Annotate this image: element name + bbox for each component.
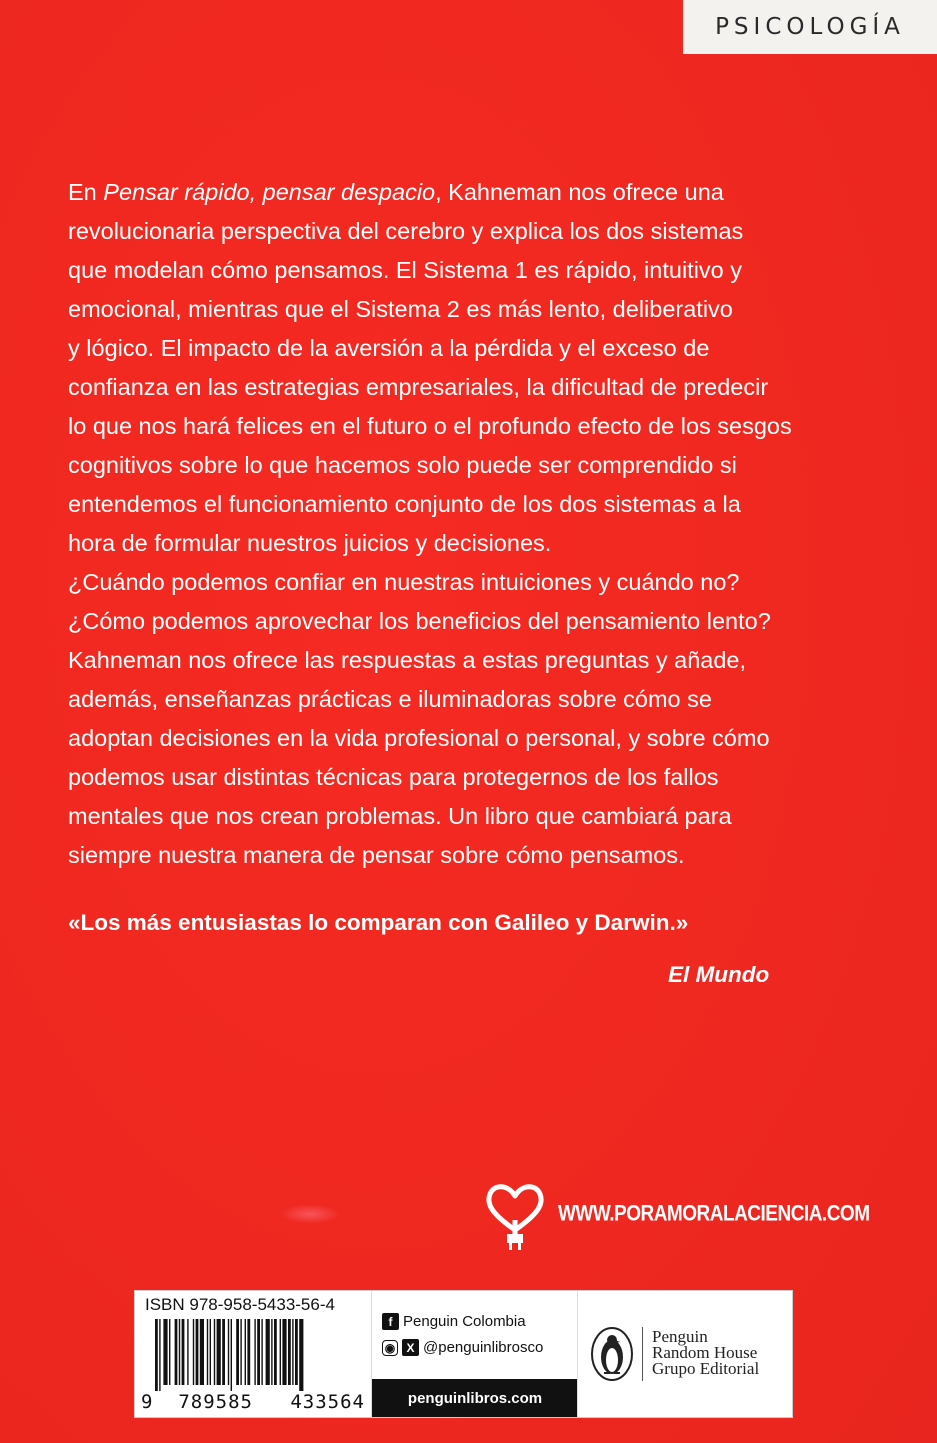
blurb-line: entendemos el funcionamiento conjunto de los dos sistemas a la: [68, 491, 741, 517]
facebook-label: Penguin Colombia: [403, 1313, 526, 1330]
publisher-block: [577, 1291, 793, 1417]
blurb-line: En Pensar rápido, pensar despacio, Kahneman nos ofrece una: [68, 179, 724, 205]
barcode-bar: [179, 1319, 180, 1385]
barcode-bar: [200, 1319, 204, 1385]
blurb-line: y lógico. El impacto de la aversión a la pérdida y el exceso de: [68, 335, 710, 361]
barcode-bar: [210, 1319, 211, 1385]
barcode-bar: [236, 1319, 239, 1385]
barcode-bar: [214, 1319, 215, 1385]
barcode-bar: [261, 1319, 262, 1385]
barcode-bar: [182, 1319, 185, 1385]
barcode-bar: [295, 1319, 298, 1385]
blurb-line: ¿Cómo podemos aprovechar los beneficios del pensamiento lento?: [68, 608, 771, 634]
barcode-bar: [257, 1319, 260, 1385]
barcode-bar: [266, 1319, 270, 1385]
barcode-bar: [155, 1319, 158, 1391]
barcode-bar: [254, 1319, 255, 1385]
instagram-icon: ◉: [382, 1340, 398, 1356]
barcode-bar: [245, 1319, 246, 1385]
isbn-block: [135, 1291, 371, 1417]
barcode-bar: [163, 1319, 167, 1385]
barcode-bar: [207, 1319, 208, 1385]
barcode-bar: [228, 1319, 229, 1385]
barcode-bar: [175, 1319, 178, 1385]
blurb-line: hora de formular nuestros juicios y decisiones.: [68, 530, 552, 556]
category-label: PSICOLOGÍA: [715, 14, 905, 40]
category-tab: [683, 0, 937, 54]
facebook-icon: f: [382, 1313, 399, 1330]
barcode-bar: [288, 1319, 291, 1385]
barcode-panel: [134, 1290, 793, 1418]
blurb-line: confianza en las estrategias empresariales, la dificultad de predecir: [68, 374, 769, 400]
barcode-bar: [240, 1319, 241, 1385]
barcode-bar: [217, 1319, 221, 1385]
blurb-line: mentales que nos crean problemas. Un libro que cambiará para: [68, 803, 732, 829]
press-quote: «Los más entusiastas lo comparan con Galileo y Darwin.»: [68, 910, 689, 935]
social-block: [371, 1291, 578, 1417]
barcode-bar: [271, 1319, 272, 1385]
isbn-number: ISBN 978-958-5433-56-4: [145, 1295, 335, 1314]
blurb-line: adoptan decisiones en la vida profesional o personal, y sobre cómo: [68, 725, 770, 751]
blurb-line: ¿Cuándo podemos confiar en nuestras intuiciones y cuándo no?: [68, 569, 740, 595]
barcode-bar: [196, 1319, 199, 1385]
print-smudge: [280, 1204, 340, 1224]
barcode-bar: [231, 1319, 232, 1391]
barcode-bar: [292, 1319, 293, 1385]
barcode-bar: [282, 1319, 286, 1385]
publisher-divider: [642, 1327, 643, 1381]
facebook-row[interactable]: [382, 1313, 526, 1330]
blurb-text: [68, 173, 878, 875]
heart-plug-logo-icon: [482, 1180, 548, 1252]
penguin-logo-icon: [590, 1327, 634, 1381]
barcode-bar: [169, 1319, 170, 1385]
blurb-line: revolucionaria perspectiva del cerebro y explica los dos sistemas: [68, 218, 744, 244]
quote-source: El Mundo: [668, 962, 770, 987]
barcode-bar: [187, 1319, 188, 1385]
barcode-bar: [193, 1319, 194, 1385]
barcode-bar: [299, 1319, 303, 1391]
barcode-bar: [280, 1319, 281, 1385]
x-icon: X: [402, 1339, 419, 1356]
blurb-line: Kahneman nos ofrece las respuestas a estas preguntas y añade,: [68, 647, 747, 673]
barcode-bar: [274, 1319, 277, 1385]
blurb-line: siempre nuestra manera de pensar sobre cómo pensamos.: [68, 842, 685, 868]
publisher-website[interactable]: penguinlibros.com: [372, 1379, 578, 1417]
social-handle: @penguinlibrosco: [423, 1339, 544, 1356]
barcode-digits: 9 789585 433564: [141, 1391, 365, 1413]
blurb-line: emocional, mientras que el Sistema 2 es más lento, deliberativo: [68, 296, 733, 322]
blurb-line: cognitivos sobre lo que hacemos solo puede ser comprendido si: [68, 452, 737, 478]
barcode-bar: [222, 1319, 225, 1385]
blurb-line: podemos usar distintas técnicas para protegernos de los fallos: [68, 764, 719, 790]
publisher-name: Penguin Random House Grupo Editorial: [652, 1327, 760, 1378]
blurb-line: además, enseñanzas prácticas e iluminadoras sobre cómo se: [68, 686, 712, 712]
barcode-bar: [247, 1319, 250, 1385]
barcode-icon: [141, 1319, 365, 1391]
blurb-line: que modelan cómo pensamos. El Sistema 1 es rápido, intuitivo y: [68, 257, 743, 283]
blurb-line: lo que nos hará felices en el futuro o el profundo efecto de los sesgos: [68, 413, 792, 439]
social-handle-row[interactable]: [382, 1339, 543, 1356]
book-title: Pensar rápido, pensar despacio: [103, 179, 436, 205]
website-url[interactable]: WWW.PORAMORALACIENCIA.COM: [558, 1202, 870, 1227]
barcode-bar: [159, 1319, 160, 1391]
